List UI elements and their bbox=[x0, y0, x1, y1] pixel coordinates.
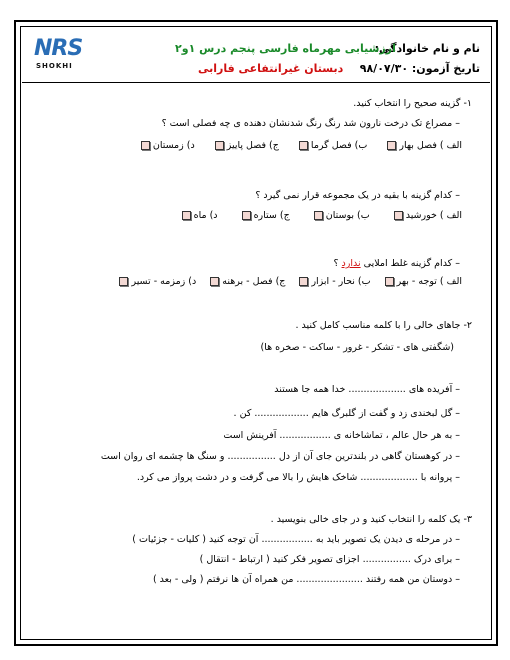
choice-blank-3: دوستان من همه رفتند ...................... من همراه آن ها نرفتم ( ولی - بعد ) bbox=[152, 574, 453, 585]
q1-text: – مصراع تک درخت نارون شد رنگ رنگ شدنشان دهنده ی چه فصلی است ؟ bbox=[161, 118, 460, 129]
section2-line-3: – به هر حال عالم ، تماشاخانه ی ................. آفرینش است bbox=[223, 430, 460, 441]
q1-option-d-label: د) زمستان bbox=[152, 140, 195, 151]
q1-options bbox=[141, 140, 462, 151]
logo-subtext: SHOKHI bbox=[36, 62, 73, 70]
q2-options bbox=[182, 210, 462, 221]
q2-option-b-label: ب) بوستان bbox=[325, 210, 370, 221]
q1-option-d[interactable] bbox=[141, 140, 195, 151]
section2-line-2: – گل لبخندی زد و گفت از گلبرگ هایم .................. کن . bbox=[233, 408, 460, 419]
fill-blank-1: آفریده های ................... خدا همه جا هستند bbox=[274, 384, 453, 395]
checkbox[interactable] bbox=[141, 141, 150, 150]
q3-question-mark: ؟ bbox=[333, 258, 339, 269]
q1-question: مصراع تک درخت نارون شد رنگ رنگ شدنشان دهنده ی چه فصلی است ؟ bbox=[161, 118, 453, 129]
school-name: دبستان غیرانتفاعی فارابی bbox=[198, 62, 344, 75]
section2-line-1: – آفریده های ................... خدا همه جا هستند bbox=[274, 384, 460, 395]
q1-option-b[interactable] bbox=[299, 140, 367, 151]
q3-option-d-label: د) زمزمه - تسیر bbox=[131, 276, 197, 287]
q3-option-c[interactable] bbox=[210, 276, 285, 287]
checkbox[interactable] bbox=[299, 277, 308, 286]
checkbox[interactable] bbox=[215, 141, 224, 150]
fill-blank-3: به هر حال عالم ، تماشاخانه ی ................. آفرینش است bbox=[223, 430, 453, 441]
q3-option-b[interactable] bbox=[299, 276, 370, 287]
section2-line-4: – در کوهستان گاهی در بلندترین جای آن از دل ................ و سنگ ها چشمه ای روان است bbox=[100, 451, 460, 462]
q1-option-c[interactable] bbox=[215, 140, 279, 151]
q1-option-b-label: ب) فصل گرما bbox=[310, 140, 368, 151]
q2-option-d[interactable] bbox=[182, 210, 218, 221]
section1-title: ۱- گزینه صحیح را انتخاب کنید. bbox=[353, 98, 472, 109]
section3-line-1: – در مرحله ی دیدن یک تصویر باید به ................. آن توجه کنید ( کلیات - جزئیات ) bbox=[132, 534, 460, 545]
q3-text: – کدام گزینه غلط املایی ندارد ؟ bbox=[333, 258, 460, 269]
q2-option-b[interactable] bbox=[314, 210, 370, 221]
q1-option-a[interactable] bbox=[387, 140, 462, 151]
section2-word-bank: (شگفتی های - تشکر - غرور - ساکت - صخره ها) bbox=[260, 342, 454, 353]
q3-option-a[interactable] bbox=[385, 276, 462, 287]
q3-option-b-label: ب) نحار - ابزار bbox=[311, 276, 371, 287]
choice-blank-2: برای درک ................ اجزای تصویر فکر کنید ( ارتباط - انتقال ) bbox=[199, 554, 453, 565]
checkbox[interactable] bbox=[210, 277, 219, 286]
q3-options bbox=[119, 276, 462, 287]
section2-title: ۲- جاهای خالی را با کلمه مناسب کامل کنید . bbox=[295, 320, 472, 331]
school-logo bbox=[30, 34, 96, 74]
q2-option-a-label: الف ) خورشید bbox=[405, 210, 462, 221]
checkbox[interactable] bbox=[182, 211, 191, 220]
checkbox[interactable] bbox=[394, 211, 403, 220]
choice-blank-1: در مرحله ی دیدن یک تصویر باید به ................. آن توجه کنید ( کلیات - جزئیات ) bbox=[132, 534, 453, 545]
checkbox[interactable] bbox=[119, 277, 128, 286]
checkbox[interactable] bbox=[242, 211, 251, 220]
student-name-label: نام و نام خانوادگی: bbox=[374, 42, 480, 55]
q3-option-d[interactable] bbox=[119, 276, 196, 287]
exam-title: ارزشیابی مهرماه فارسی پنجم درس ۱و۲ bbox=[175, 42, 396, 55]
q1-option-c-label: ج) فصل پاییز bbox=[226, 140, 279, 151]
q2-option-c-label: ج) ستاره bbox=[253, 210, 290, 221]
fill-blank-5: پروانه با ................... شاخک هایش را بالا می گرفت و در دشت پرواز می کرد. bbox=[136, 472, 453, 483]
checkbox[interactable] bbox=[299, 141, 308, 150]
checkbox[interactable] bbox=[387, 141, 396, 150]
fill-blank-2: گل لبخندی زد و گفت از گلبرگ هایم .................. کن . bbox=[233, 408, 453, 419]
section3-title: ۳- یک کلمه را انتخاب کنید و در جای خالی بنویسید . bbox=[270, 514, 472, 525]
q3-option-c-label: ج) فصل - برهنه bbox=[222, 276, 286, 287]
header-divider bbox=[22, 82, 490, 83]
section3-line-3: – دوستان من همه رفتند ...................... من همراه آن ها نرفتم ( ولی - بعد ) bbox=[152, 574, 460, 585]
q2-option-d-label: د) ماه bbox=[193, 210, 218, 221]
q2-option-c[interactable] bbox=[242, 210, 290, 221]
checkbox[interactable] bbox=[385, 277, 394, 286]
q1-option-a-label: الف ) فصل بهار bbox=[399, 140, 462, 151]
q3-option-a-label: الف ) توجه - بهر bbox=[396, 276, 462, 287]
section2-line-5: – پروانه با ................... شاخک هایش را بالا می گرفت و در دشت پرواز می کرد. bbox=[136, 472, 460, 483]
section3-line-2: – برای درک ................ اجزای تصویر فکر کنید ( ارتباط - انتقال ) bbox=[199, 554, 460, 565]
q2-question: کدام گزینه با بقیه در یک مجموعه قرار نمی گیرد ؟ bbox=[255, 190, 453, 201]
checkbox[interactable] bbox=[314, 211, 323, 220]
exam-date-label: تاریخ آزمون: ۹۸/۰۷/۳۰ bbox=[359, 62, 480, 75]
q2-text: – کدام گزینه با بقیه در یک مجموعه قرار نمی گیرد ؟ bbox=[255, 190, 460, 201]
logo-text: NRS bbox=[34, 36, 83, 61]
q3-keyword: ندارد bbox=[341, 258, 361, 269]
fill-blank-4: در کوهستان گاهی در بلندترین جای آن از دل ................ و سنگ ها چشمه ای روان است bbox=[100, 451, 453, 462]
q3-question: کدام گزینه غلط املایی bbox=[363, 258, 453, 269]
q2-option-a[interactable] bbox=[394, 210, 462, 221]
